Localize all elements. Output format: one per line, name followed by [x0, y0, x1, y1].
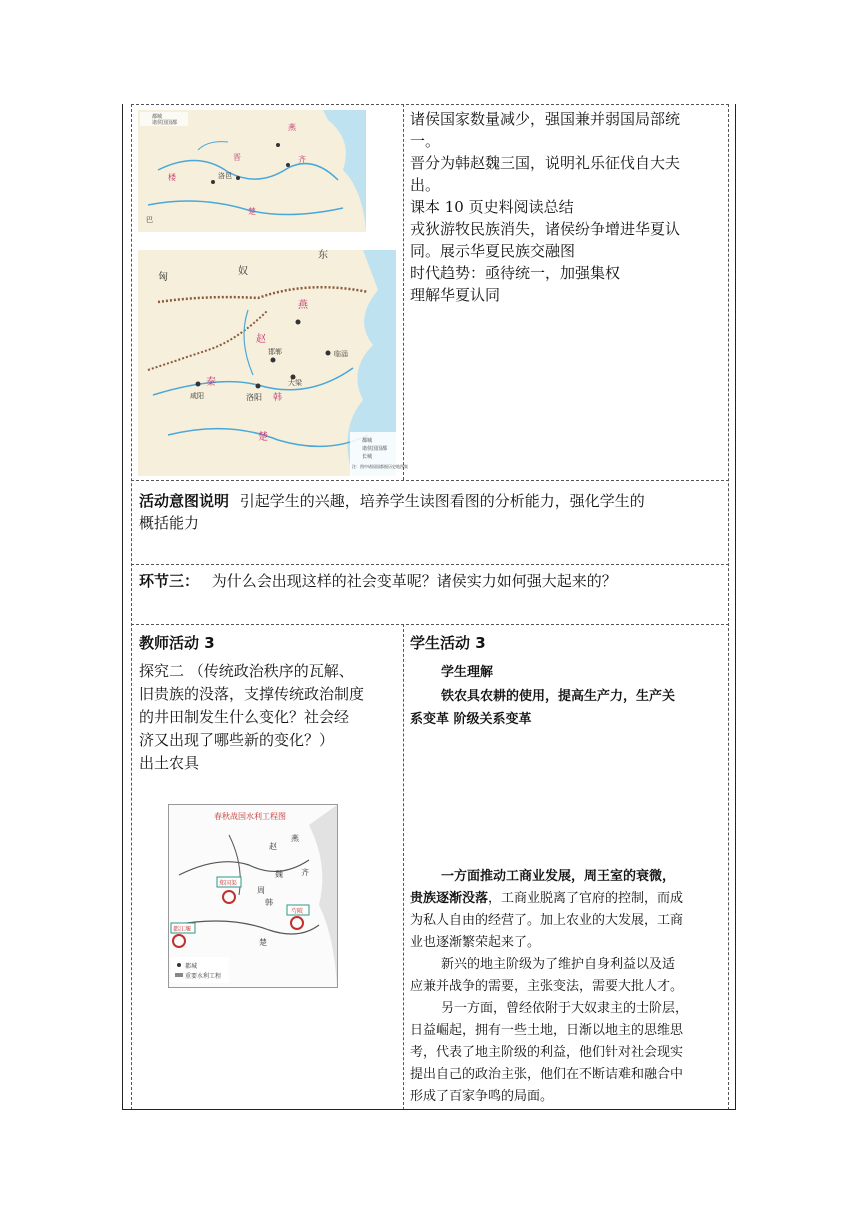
map2-label: 楚 [258, 432, 268, 443]
row1-left-border [131, 104, 132, 1110]
row1-bottom-border [131, 480, 729, 481]
paragraph-two-line2: 应兼并战争的需要，主张变法，需要大批人才。 [410, 979, 684, 994]
paragraph-three-line1: 另一方面，曾经依附于大奴隶主的士阶层， [441, 1001, 689, 1016]
section-three-label: 环节三： [139, 572, 200, 590]
row4-column-divider [403, 624, 404, 1110]
map3-label: 楚 [259, 938, 267, 947]
water-conservancy-map [168, 804, 338, 988]
student-understanding-title: 学生理解 [441, 665, 494, 680]
map1-legend: 都城 [152, 114, 163, 120]
map2-legend: 诸侯国国都 [362, 446, 388, 452]
row1-line: 同。展示华夏民族交融图 [410, 242, 576, 260]
map3-title: 春秋战国水利工程图 [214, 812, 286, 821]
section-three-question: 为什么会出现这样的社会变革呢？诸侯实力如何强大起来的？ [211, 572, 617, 590]
map2-label: 洛阳 [246, 393, 262, 402]
map1-svg [138, 110, 366, 232]
map3-label: 都江堰 [173, 926, 192, 933]
row1-line: 出。 [410, 176, 441, 194]
section-three-line [139, 570, 724, 592]
row1-top-border [131, 104, 729, 105]
map2-label: 邯郸 [268, 348, 282, 356]
row1-line: 理解华夏认同 [410, 286, 501, 304]
activity-intent-label: 活动意图说明 [139, 492, 230, 510]
teacher-line: 出土农具 [139, 754, 200, 772]
activity-intent-text: 引起学生的兴趣，培养学生读图看图的分析能力，强化学生的 [239, 492, 645, 510]
row1-column-divider [403, 104, 404, 480]
table-bottom-border [122, 1109, 736, 1110]
paragraph-two-line1: 新兴的地主阶级为了维护自身利益以及适 [441, 957, 676, 972]
map2-label: 匈 [158, 272, 168, 283]
row1-line: 一。 [410, 132, 441, 150]
map1-label: 晋 [233, 153, 241, 162]
activity-intent-line [139, 490, 724, 512]
teacher-line: 济又出现了哪些新的变化？） [139, 731, 335, 749]
map2-label: 东 [318, 250, 328, 261]
paragraph-one-rest: ，工商业脱离了官府的控制，而成 [488, 891, 684, 906]
map3-label: 郑国渠 [219, 880, 238, 887]
map3-label: 燕 [291, 834, 299, 843]
map3-legend: 都城 [185, 963, 198, 970]
paragraph-three-line5: 形成了百家争鸣的局面。 [410, 1089, 554, 1104]
row1-line: 晋分为韩赵魏三国，说明礼乐征伐自大夫 [410, 154, 681, 172]
row2-bottom-border [131, 564, 729, 565]
map3-label: 赵 [269, 842, 277, 851]
map3-label: 齐 [301, 868, 309, 877]
teacher-line: 的井田制发生什么变化？社会经 [139, 708, 350, 726]
warring-states-map [138, 250, 408, 476]
map2-label: 赵 [256, 334, 266, 345]
map2-label: 燕 [298, 300, 308, 311]
map1-label: 燕 [288, 123, 296, 132]
teacher-line: 探究二 （传统政治秩序的瓦解、 [139, 662, 354, 680]
map2-label: 奴 [238, 266, 248, 277]
map2-legend: 长城 [362, 454, 373, 460]
map3-legend: 重要水利工程 [185, 973, 222, 980]
map2-label: 咸阳 [190, 392, 204, 400]
map2-label: 韩 [273, 393, 283, 403]
paragraph-one-bold: 贵族逐渐没落 [410, 891, 489, 906]
map3-label: 韩 [265, 898, 273, 907]
map1-label: 楚 [248, 207, 256, 216]
row1-right-border [728, 104, 729, 1110]
spring-autumn-states-map [138, 110, 366, 232]
row3-bottom-border [131, 624, 729, 625]
student-understanding-line: 系变革 阶级关系变革 [410, 712, 532, 727]
map2-label: 大梁 [288, 379, 302, 387]
paragraph-one-line3: 为私人自由的经营了。加上农业的大发展，工商 [410, 913, 684, 928]
map1-legend: 诸侯国国都 [152, 120, 178, 126]
map1-label: 楼 [168, 173, 176, 182]
paragraph-three-line2: 日益崛起，拥有一些土地，日渐以地主的思维思 [410, 1023, 684, 1038]
paragraph-three-line4: 提出自己的政治主张，他们在不断诘难和融合中 [410, 1067, 684, 1082]
map3-label: 芍陂 [291, 908, 304, 915]
row1-line: 时代趋势：亟待统一，加强集权 [410, 264, 621, 282]
map3-label: 周 [257, 886, 265, 895]
student-understanding-line: 铁农具农耕的使用，提高生产力，生产关 [441, 689, 676, 704]
map3-label: 魏 [275, 870, 283, 879]
map3-svg [169, 805, 337, 987]
activity-intent-text-cont: 概括能力 [139, 514, 200, 532]
map2-svg [138, 250, 408, 476]
paragraph-one-line4: 业也逐渐繁荣起来了。 [410, 935, 541, 950]
map2-label: 秦 [206, 377, 216, 388]
map1-label: 齐 [298, 155, 306, 164]
map2-legend: 都城 [362, 438, 373, 444]
row1-line: 课本 10 页史料阅读总结 [410, 198, 574, 216]
map2-note: 注：图中诸国国都据历史地图集 [352, 464, 408, 469]
paragraph-one-line2 [410, 888, 726, 909]
teacher-line: 旧贵族的没落，支撑传统政治制度 [139, 685, 365, 703]
teacher-activity-heading: 教师活动 3 [139, 634, 215, 652]
paragraph-one-line1: 一方面推动工商业发展，周王室的衰微， [441, 869, 676, 884]
map1-label: 巴 [146, 216, 153, 224]
row1-line: 诸侯国家数量减少，强国兼并弱国局部统 [410, 110, 681, 128]
map1-label: 洛邑 [218, 172, 232, 180]
row1-line: 戎狄游牧民族消失，诸侯纷争增进华夏认 [410, 220, 681, 238]
student-activity-heading: 学生活动 3 [410, 634, 486, 652]
map2-label: 临淄 [334, 350, 348, 358]
paragraph-three-line3: 考，代表了地主阶级的利益，他们针对社会现实 [410, 1045, 684, 1060]
